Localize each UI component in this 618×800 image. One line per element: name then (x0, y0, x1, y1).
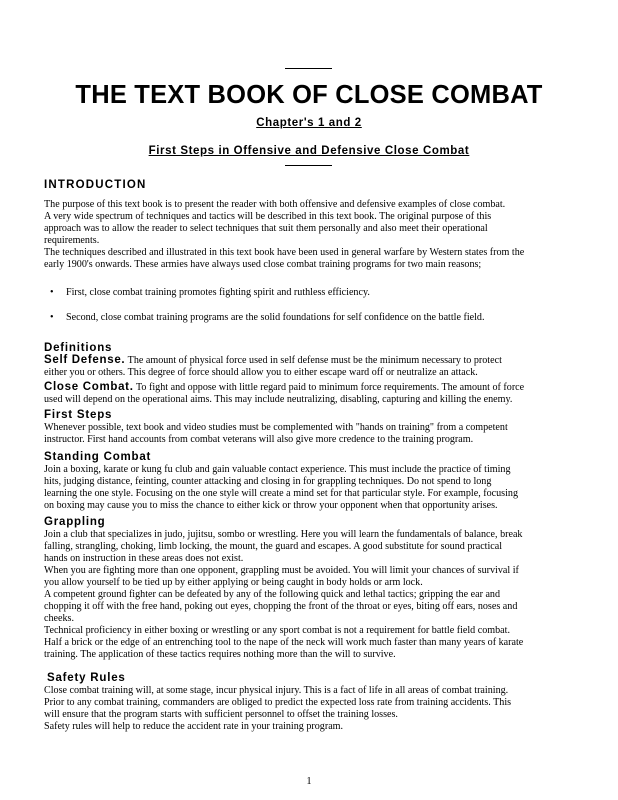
chapter-subtitle: Chapter's 1 and 2 (256, 117, 362, 129)
introduction-heading: INTRODUCTION (44, 179, 147, 191)
grappling-section (44, 516, 578, 661)
list-item (44, 312, 578, 324)
topic-subtitle: First Steps in Offensive and Defensive Close Combat (148, 145, 470, 157)
introduction-bullet-list (44, 287, 578, 324)
definition-line: either you or others. This degree of force should allow you to either escape ward off or neutralize an attack. (44, 367, 478, 378)
section-line: Join a boxing, karate or kung fu club and gain valuable contact experience. This must include the practice of timing (44, 464, 511, 475)
section-line: you allow yourself to be tied up by either applying or being caught in body holds or arm lock. (44, 577, 423, 588)
list-item (44, 287, 578, 299)
section-line: instructor. First hand accounts from combat veterans will also give more credence to the training program. (44, 434, 474, 445)
document-title: THE TEXT BOOK OF CLOSE COMBAT (75, 81, 543, 109)
intro-line: The purpose of this text book is to present the reader with both offensive and defensive examples of close combat. (44, 199, 506, 210)
section-line: falling, strangling, choking, limb locking, the mount, the guard and escapes. A good substitute for sound practical (44, 541, 503, 552)
intro-line: requirements. (44, 235, 100, 246)
definition-line (44, 381, 578, 394)
intro-line: A very wide spectrum of techniques and tactics will be described in this text book. The original purpose of this (44, 211, 492, 222)
intro-line: The techniques described and illustrated in this text book have been used in general warfare by Western states from the (44, 247, 525, 258)
definition-text: To fight and oppose with little regard paid to minimum force requirements. The amount of force (133, 382, 525, 393)
self-defense-definition (44, 354, 578, 379)
section-line: learning the one style. Focusing on the one style will create a mind set for that particular style. For example, focusing (44, 488, 518, 499)
section-line: cheeks. (44, 613, 74, 624)
title-bottom-rule (285, 165, 332, 166)
first-steps-section (44, 409, 578, 446)
section-line: chopping it off with the free hand, poking out eyes, chopping the front of the throat or eyes, biting off ears, noses and (44, 601, 518, 612)
bullet-icon: • (50, 312, 54, 323)
introduction-text (44, 199, 578, 271)
bullet-text: Second, close combat training programs are the solid foundations for self confidence on the battle field. (66, 312, 485, 323)
safety-rules-section (44, 672, 578, 733)
standing-combat-section (44, 451, 578, 512)
section-heading: First Steps (44, 409, 113, 421)
intro-line: early 1900's onwards. These armies have always used close combat training programs for two main reasons; (44, 259, 482, 270)
section-line: Technical proficiency in either boxing or wrestling or any sport combat is not a requirement for battle field combat. (44, 625, 510, 636)
section-line: hands on instruction in these areas does not exist. (44, 553, 244, 564)
section-line: Prior to any combat training, commanders are obliged to predict the expected loss rate from training accidents. This (44, 697, 512, 708)
intro-line: approach was to allow the reader to select techniques that suit them personally and also meet their operational (44, 223, 488, 234)
section-line: will ensure that the program starts with sufficient personnel to offset the training losses. (44, 709, 398, 720)
definition-line (44, 354, 578, 367)
definitions-heading: Definitions (44, 342, 113, 354)
section-line: A competent ground fighter can be defeated by any of the following quick and lethal tactics; gripping the ear and (44, 589, 501, 600)
bullet-text: First, close combat training promotes fighting spirit and ruthless efficiency. (66, 287, 370, 298)
section-heading: Standing Combat (44, 451, 152, 463)
bullet-icon: • (50, 287, 54, 298)
section-line: When you are fighting more than one opponent, grappling must be avoided. You will limit your chances of survival if (44, 565, 519, 576)
definition-term: Close Combat. (44, 381, 134, 393)
definition-line: used will depend on the operational aims. This may include neutralizing, disabling, capturing and killing the enemy. (44, 394, 513, 405)
section-heading: Safety Rules (47, 672, 126, 684)
close-combat-definition (44, 381, 578, 406)
definition-text: The amount of physical force used in self defense must be the minimum necessary to protect (125, 355, 502, 366)
section-line: Whenever possible, text book and video studies must be complemented with "hands on training" from a competent (44, 422, 508, 433)
section-line: Half a brick or the edge of an entrenching tool to the nape of the neck will work much faster than many years of karate (44, 637, 524, 648)
section-line: training. The application of these tactics requires nothing more than the will to survive. (44, 649, 396, 660)
section-line: hits, judging distance, feinting, counter attacking and closing in for grappling techniques. Do not spend to long (44, 476, 492, 487)
section-heading: Grappling (44, 516, 106, 528)
section-line: Join a club that specializes in judo, jujitsu, sombo or wrestling. Here you will learn the fundamentals of balance, break (44, 529, 523, 540)
page-number: 1 (306, 776, 312, 787)
section-line: on boxing may cause you to miss the chance to either kick or throw your opponent when that opportunity arises. (44, 500, 498, 511)
definition-term: Self Defense. (44, 354, 126, 366)
section-line: Safety rules will help to reduce the accident rate in your training program. (44, 721, 344, 732)
section-line: Close combat training will, at some stage, incur physical injury. This is a fact of life in all areas of combat training. (44, 685, 509, 696)
top-rule (285, 68, 332, 69)
